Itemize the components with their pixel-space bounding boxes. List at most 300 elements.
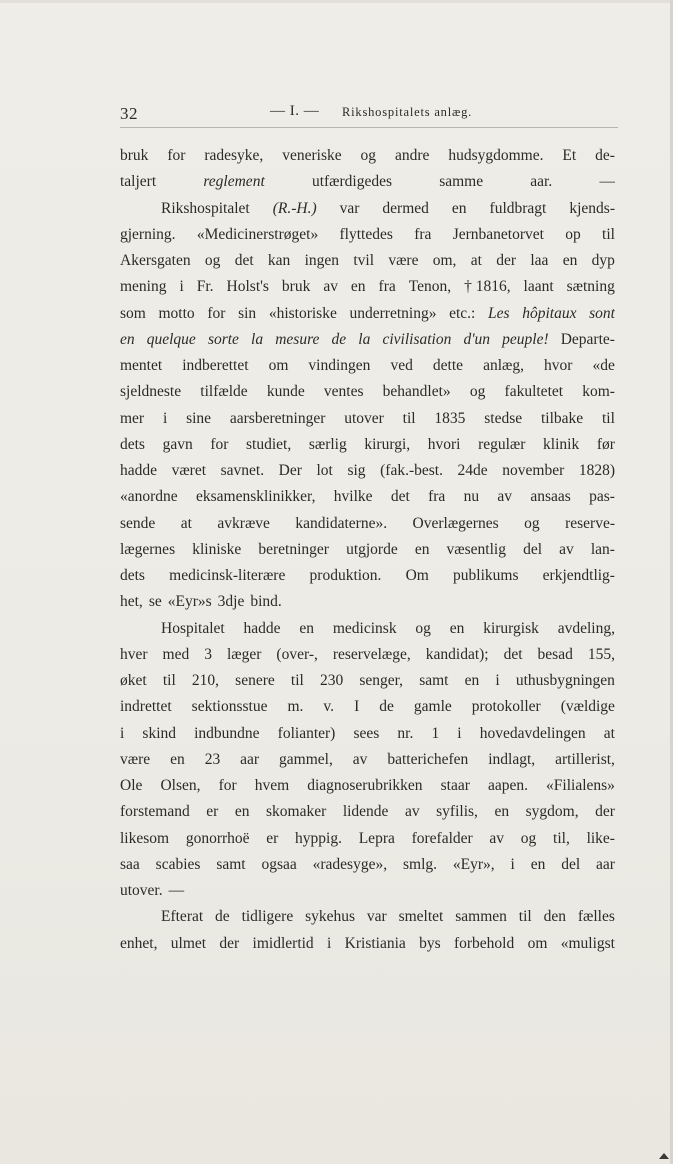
word: (R.-H.) — [272, 199, 317, 217]
word: smlg. — [402, 855, 438, 873]
word: 230 — [319, 672, 344, 689]
text-line — [120, 826, 615, 852]
word: Ole — [120, 777, 143, 794]
word: likesom — [120, 829, 170, 847]
word: til — [602, 225, 615, 243]
word: fælles — [577, 908, 615, 926]
word: «de — [592, 357, 615, 374]
word: folianter) — [277, 724, 336, 742]
word: at — [180, 514, 192, 532]
text-line — [120, 642, 615, 668]
word: sont — [589, 304, 615, 322]
word: ulmet — [170, 934, 207, 952]
word: av — [497, 488, 513, 506]
word: medicinsk — [332, 619, 397, 637]
word: gonorrhoë — [185, 829, 250, 847]
word: erkjendtlig- — [542, 567, 615, 584]
word: kandidat); — [425, 645, 489, 663]
word: væsentlig — [446, 540, 506, 558]
word: «Eyr»s — [167, 593, 212, 611]
word: ventes — [323, 383, 364, 401]
word: for — [210, 435, 229, 453]
word: kirurgisk — [483, 619, 539, 637]
text-line — [120, 878, 615, 904]
word: Jernbanetorvet — [452, 225, 544, 243]
word: lan- — [590, 540, 615, 558]
word: studiet, — [246, 435, 292, 453]
text-line — [120, 143, 615, 169]
word: kan — [267, 252, 291, 269]
word: en — [449, 619, 465, 637]
word: kjends- — [569, 199, 615, 217]
word: peuple! — [502, 330, 549, 348]
header-rule — [120, 127, 618, 128]
word: Akersgaten — [120, 252, 191, 269]
word: hyppig. — [295, 829, 342, 847]
word: artillerist, — [555, 750, 615, 768]
word: av — [323, 278, 338, 296]
text-line — [120, 379, 615, 405]
word: sykehus — [305, 908, 356, 926]
word: Lepra — [358, 829, 395, 847]
word: 1835 — [434, 409, 466, 427]
word: av — [352, 750, 368, 768]
word: for — [218, 777, 237, 794]
word: etc.: — [449, 304, 476, 322]
word: enhet, — [120, 934, 158, 952]
word: utover. — [120, 882, 163, 899]
word: dets — [120, 435, 145, 453]
word: der — [219, 934, 240, 952]
word: kirurgi, — [364, 435, 411, 453]
text-line — [120, 327, 615, 353]
word: senere — [235, 672, 275, 689]
word: som — [120, 304, 146, 322]
word: samt — [216, 855, 246, 873]
word: stedse — [484, 409, 523, 427]
word: mentet — [120, 357, 163, 374]
word: dyp — [591, 252, 615, 269]
word: til, — [553, 829, 570, 847]
word: anlæg, — [483, 357, 524, 374]
word: staar — [440, 777, 470, 794]
word: fakultetet — [504, 383, 564, 401]
word: protokoller — [471, 698, 541, 716]
word: Tenon, — [408, 278, 452, 296]
text-line — [120, 458, 615, 484]
word: de — [215, 908, 230, 926]
word: medicinsk-literære — [169, 567, 286, 584]
word: sjeldneste — [120, 383, 182, 401]
word: ved — [390, 357, 413, 374]
word: aar — [596, 855, 615, 873]
word: Rikshospitalet — [161, 199, 250, 217]
text-line — [120, 248, 615, 274]
word: utfærdigedes — [311, 173, 393, 191]
word: av — [489, 829, 505, 847]
word: til — [402, 409, 416, 427]
word: regulær — [478, 435, 526, 453]
word: smeltet — [398, 908, 444, 926]
word: forbehold — [453, 934, 515, 952]
word: utover — [344, 409, 384, 427]
word: Departe- — [560, 330, 615, 348]
word: i — [510, 855, 515, 873]
word: at — [603, 724, 615, 742]
word: gammel, — [279, 750, 333, 768]
word: ogsaa — [261, 855, 297, 873]
word: saa — [120, 855, 140, 873]
word: gjerning. — [120, 225, 176, 243]
text-line — [120, 616, 615, 642]
text-line — [120, 406, 615, 432]
word: behandlet» — [382, 383, 451, 401]
text-line — [120, 432, 615, 458]
word: lægernes — [120, 540, 176, 558]
text-line — [120, 353, 615, 379]
word: av — [404, 803, 420, 821]
word: «muligst — [560, 934, 615, 952]
word: mening — [120, 278, 167, 296]
word: en — [414, 540, 430, 558]
text-line — [120, 931, 615, 957]
word: være — [388, 252, 419, 269]
word: kom- — [582, 383, 615, 401]
word: «radesyge», — [312, 855, 388, 873]
word: være — [120, 750, 151, 768]
word: øket — [120, 672, 147, 689]
word: civilisation — [382, 330, 452, 348]
word: Fr. — [196, 278, 214, 296]
word: Holst's — [226, 278, 269, 296]
text-line — [120, 773, 615, 799]
scan-corner-mark — [657, 1150, 671, 1160]
word: der — [595, 803, 615, 821]
word: de- — [595, 147, 615, 164]
word: radesyke, — [204, 147, 264, 164]
word: underretning» — [349, 304, 437, 322]
word: d'un — [463, 330, 491, 348]
word: 3 — [204, 645, 212, 663]
word: læger — [226, 645, 262, 663]
word: Hospitalet — [161, 619, 225, 637]
word: var — [366, 908, 387, 926]
word: og — [360, 147, 377, 164]
word: syfilis, — [436, 803, 478, 821]
text-line — [120, 904, 615, 930]
word: av — [559, 540, 574, 558]
word: fra — [378, 278, 396, 296]
running-title: Rikshospitalets anlæg. — [342, 105, 473, 119]
word: skomaker — [266, 803, 327, 821]
word: en — [120, 330, 135, 348]
word: hadde — [243, 619, 281, 637]
word: fra — [428, 488, 446, 506]
word: og — [469, 383, 486, 401]
word: eksamensklinikker, — [195, 488, 316, 506]
word: (over-, — [276, 645, 318, 663]
word: klinik — [543, 435, 580, 453]
chapter-marker: — I. — — [270, 103, 320, 119]
word: det — [234, 252, 254, 269]
word: beretninger — [258, 540, 329, 558]
word: 1 — [431, 724, 440, 742]
word: hadde — [120, 462, 158, 479]
text-line — [120, 563, 615, 589]
word: Kristiania — [344, 934, 406, 952]
word: veneriske — [282, 147, 342, 164]
word: pas- — [589, 488, 615, 506]
body-text — [120, 143, 615, 957]
word: la — [251, 330, 264, 348]
word: ingen — [304, 252, 340, 269]
word: indberettet — [182, 357, 249, 374]
text-line — [120, 694, 615, 720]
word: vindingen — [308, 357, 371, 374]
text-line — [120, 537, 615, 563]
word: lot — [316, 462, 333, 479]
word: dets — [120, 567, 145, 584]
word: en — [530, 855, 546, 873]
word: reserve- — [565, 514, 615, 532]
word: sin — [238, 304, 257, 322]
word: i — [495, 672, 500, 689]
word: aapen. — [487, 777, 528, 794]
word: aar — [240, 750, 260, 768]
word: for — [167, 147, 186, 164]
word: hvor — [544, 357, 573, 374]
word: hvilke — [333, 488, 373, 506]
word: en — [451, 199, 467, 217]
word: til — [162, 672, 176, 689]
word: tidligere — [241, 908, 294, 926]
word: før — [596, 435, 615, 453]
word: 24de — [457, 462, 488, 479]
word: der — [496, 252, 517, 269]
word: om — [527, 934, 548, 952]
word: indbundne — [194, 724, 260, 742]
word: Olsen, — [160, 777, 201, 794]
word: taljert — [120, 173, 157, 191]
word: 23 — [204, 750, 221, 768]
text-line — [120, 484, 615, 510]
word: produktion. — [309, 567, 382, 584]
word: sine — [186, 409, 212, 427]
word: besad — [537, 645, 573, 663]
word: flyttedes — [339, 225, 393, 243]
word: skind — [142, 724, 177, 742]
word: sig — [347, 462, 366, 479]
word: en — [299, 619, 315, 637]
word: og — [524, 514, 540, 532]
word: gamle — [413, 698, 452, 716]
word: er — [206, 803, 219, 821]
word: utgjorde — [346, 540, 398, 558]
word: er — [266, 829, 279, 847]
word: tilbake — [540, 409, 584, 427]
word: se — [148, 593, 162, 611]
word: indlagt, — [488, 750, 536, 768]
word: var — [339, 199, 360, 217]
word: hudsygdomme. — [448, 147, 544, 164]
page-number: 32 — [120, 104, 138, 123]
word: i — [162, 409, 168, 427]
word: avdeling, — [557, 619, 615, 637]
word: 3dje — [217, 593, 245, 611]
word: reservelæge, — [332, 645, 411, 663]
word: og — [520, 829, 537, 847]
word: Overlægernes — [412, 514, 499, 532]
word: savnet. — [220, 462, 265, 479]
word: «Medicinerstrøget» — [196, 225, 319, 243]
text-line — [120, 668, 615, 694]
word: «anordne — [120, 488, 178, 506]
word: sygdom, — [525, 803, 579, 821]
word: aar. — [530, 173, 553, 191]
word: indrettet — [120, 698, 172, 716]
word: lidende — [342, 803, 389, 821]
word: laa — [530, 252, 549, 269]
word: bruk — [120, 147, 149, 164]
word: nr. — [397, 724, 414, 742]
word: hovedavdelingen — [479, 724, 586, 742]
word: det — [390, 488, 410, 506]
word: I — [354, 698, 360, 716]
text-line — [120, 799, 615, 825]
running-header — [120, 100, 620, 124]
word: en — [464, 672, 480, 689]
word: med — [162, 645, 190, 663]
text-line — [120, 301, 615, 327]
word: op — [565, 225, 581, 243]
word: kunde — [266, 383, 305, 401]
word: «historiske — [268, 304, 337, 322]
word: samme — [439, 173, 484, 191]
word: i — [457, 724, 462, 742]
word: uthusbygningen — [515, 672, 615, 689]
word: publikums — [453, 567, 519, 584]
word: bys — [419, 934, 441, 952]
word: het, — [120, 593, 143, 611]
word: Efterat — [161, 908, 204, 926]
word: Der — [278, 462, 302, 479]
word: om — [268, 357, 289, 374]
word: den — [543, 908, 566, 926]
word: like- — [586, 829, 615, 847]
text-line — [120, 852, 615, 878]
word: hver — [120, 645, 148, 663]
word: Et — [562, 147, 577, 164]
word: kandidaterne». — [295, 514, 388, 532]
word: ansaas — [530, 488, 571, 506]
word: tilfælde — [200, 383, 248, 401]
word: diagnoserubrikken — [307, 777, 423, 794]
word: og — [204, 252, 221, 269]
word: forstemand — [120, 803, 190, 821]
word: mesure — [275, 330, 320, 348]
word: batterichefen — [387, 750, 469, 768]
word: bind. — [250, 593, 282, 611]
word: sees — [353, 724, 380, 742]
word: en — [170, 750, 185, 768]
word: — — [599, 173, 615, 191]
word: en — [350, 278, 366, 296]
word: til — [290, 672, 304, 689]
word: v. — [323, 698, 335, 716]
word: i — [327, 934, 332, 952]
word: samt — [419, 672, 449, 689]
word: «Filialens» — [546, 777, 615, 794]
word: de — [379, 698, 394, 716]
word: sætning — [566, 278, 615, 296]
word: aarsberetninger — [229, 409, 326, 427]
word: de — [331, 330, 347, 348]
word: del — [523, 540, 542, 558]
text-line — [120, 274, 615, 300]
word: motto — [158, 304, 195, 322]
text-line — [120, 196, 615, 222]
word: kliniske — [192, 540, 242, 558]
word: † 1816, — [464, 278, 511, 296]
text-line — [120, 511, 615, 537]
text-line — [120, 589, 615, 615]
word: dermed — [382, 199, 429, 217]
word: laant — [523, 278, 554, 296]
word: sende — [120, 514, 156, 532]
word: hôpitaux — [522, 304, 577, 322]
text-line — [120, 747, 615, 773]
word: det — [503, 645, 523, 663]
word: mer — [120, 409, 145, 427]
word: i — [179, 278, 184, 296]
word: sektionsstue — [191, 698, 268, 716]
word: forefalder — [411, 829, 473, 847]
word: m. — [287, 698, 304, 716]
word: til — [601, 409, 615, 427]
word: været — [171, 462, 207, 479]
word: sorte — [207, 330, 239, 348]
word: imidlertid — [252, 934, 314, 952]
word: bruk — [281, 278, 311, 296]
text-line — [120, 169, 615, 195]
word: 155, — [587, 645, 615, 663]
word: til — [518, 908, 532, 926]
word: hvori — [427, 435, 461, 453]
word: november — [502, 462, 565, 479]
word: fra — [414, 225, 432, 243]
word: tvil — [353, 252, 375, 269]
word: avkræve — [217, 514, 270, 532]
word: en — [234, 803, 250, 821]
word: quelque — [146, 330, 196, 348]
word: hvem — [254, 777, 290, 794]
word: 210, — [191, 672, 220, 689]
word: for — [207, 304, 226, 322]
text-line — [120, 721, 615, 747]
word: at — [470, 252, 482, 269]
word: dette — [432, 357, 464, 374]
word: (vældige — [560, 698, 615, 716]
word: — — [168, 882, 185, 899]
word: gavn — [162, 435, 193, 453]
word: del — [561, 855, 581, 873]
word: sammen — [455, 908, 507, 926]
page-top-edge — [0, 0, 673, 3]
word: senger, — [359, 672, 404, 689]
word: nu — [463, 488, 480, 506]
word: scabies — [155, 855, 201, 873]
word: i — [120, 724, 125, 742]
